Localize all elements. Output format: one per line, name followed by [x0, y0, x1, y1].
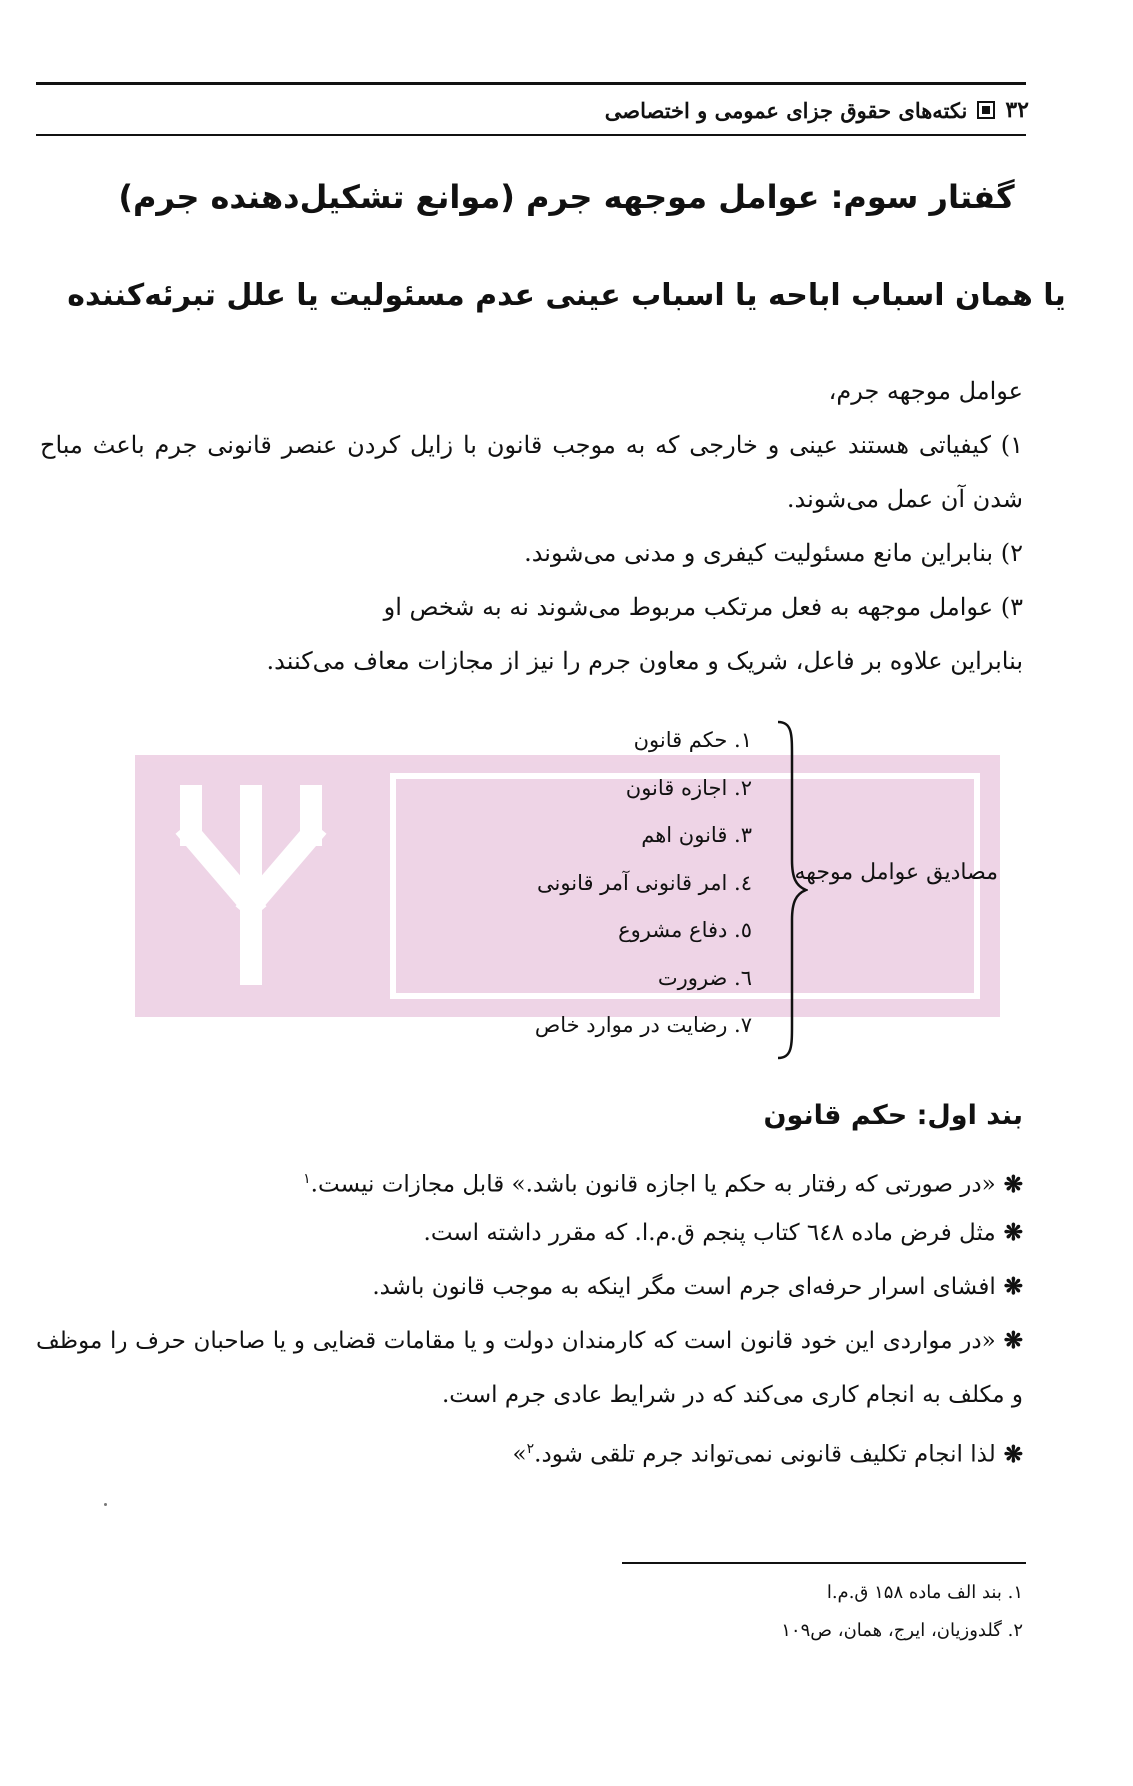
bullet-star-icon: ❋ — [1003, 1440, 1023, 1468]
bullet-item-4 — [36, 1314, 1023, 1422]
brace-label: مصادیق عوامل موجهه — [794, 860, 998, 885]
page-number: ۳۲ — [1005, 97, 1029, 123]
bullet-item-5 — [36, 1422, 1023, 1482]
closing-quote: » — [512, 1441, 527, 1468]
square-bullet-icon — [977, 101, 995, 119]
list-item: ۷. رضایت در موارد خاص — [534, 1013, 752, 1037]
footnote-ref: ۲ — [526, 1441, 535, 1457]
bullet-star-icon: ❋ — [1003, 1219, 1023, 1246]
list-item: ۱. حکم قانون — [633, 728, 752, 752]
bullet-text: لذا انجام تکلیف قانونی نمی‌تواند جرم تلقی شود. — [534, 1441, 996, 1468]
list-item: ۳. قانون اهم — [641, 823, 752, 847]
bullet-star-icon: ❋ — [1003, 1327, 1023, 1354]
list-item: ٦. ضرورت — [657, 965, 752, 990]
scan-speck — [104, 1503, 107, 1506]
bullet-item-1 — [36, 1152, 1023, 1212]
justification-cases — [68, 720, 998, 1060]
intro-point-2: ۲) بنابراین مانع مسئولیت کیفری و مدنی می‌شوند. — [524, 539, 1023, 567]
curly-brace-icon — [774, 720, 808, 1060]
section-title: بند اول: حکم قانون — [763, 1100, 1023, 1131]
footnote-2: ۲. گلدوزیان، ایرج، همان، ص۱۰۹ — [781, 1620, 1023, 1641]
bullet-item-3 — [36, 1260, 1023, 1314]
cases-list — [535, 720, 752, 1053]
chapter-heading: گفتار سوم: عوامل موجهه جرم (موانع تشکیل‌دهنده جرم) — [118, 178, 1015, 216]
bullet-text: «در صورتی که رفتار به حکم یا اجازه قانون باشد.» قابل مجازات نیست. — [310, 1171, 996, 1198]
book-title: نکته‌های حقوق جزای عمومی و اختصاصی — [604, 97, 968, 123]
bullet-text: افشای اسرار حرفه‌ای جرم است مگر اینکه به موجب قانون باشد. — [372, 1274, 996, 1300]
intro-point-3: ۳) عوامل موجهه به فعل مرتکب مربوط می‌شوند نه به شخص او — [383, 593, 1023, 621]
list-item: ۲. اجازه قانون — [625, 775, 752, 800]
header-bottom-rule — [36, 134, 1026, 136]
bullet-star-icon: ❋ — [1003, 1273, 1023, 1300]
header-top-rule — [36, 82, 1026, 85]
intro-point-1: ۱) کیفیاتی هستند عینی و خارجی که به موجب قانون با زایل کردن عنصر قانونی جرم باعث مباح شدن آن عمل می‌شوند. — [40, 431, 1023, 513]
bullet-text: «در مواردی این خود قانون است که کارمندان دولت و یا مقامات قضایی و یا صاحبان حرف را موظف و مکلف به انجام کاری می‌کند که در شرایط عادی جرم است. — [36, 1328, 1023, 1408]
bullet-star-icon: ❋ — [1003, 1170, 1023, 1198]
list-item: ٤. امر قانونی آمر قانونی — [537, 870, 752, 895]
list-item: ٥. دفاع مشروع — [618, 918, 752, 942]
footnote-rule — [622, 1562, 1026, 1564]
bullet-text: مثل فرض ماده ٦٤٨ کتاب پنجم ق.م.ا. که مقرر داشته است. — [423, 1220, 996, 1246]
bullet-item-2 — [36, 1206, 1023, 1260]
footnote-1: ۱. بند الف ماده ۱۵۸ ق.م.ا — [826, 1582, 1023, 1603]
footnote-ref: ۱ — [303, 1171, 311, 1187]
chapter-subheading: یا همان اسباب اباحه یا اسباب عینی عدم مسئولیت یا علل تبرئه‌کننده — [67, 278, 1066, 313]
running-header — [200, 94, 1029, 126]
intro-line: عوامل موجهه جرم، — [828, 377, 1023, 405]
intro-point-4: بنابراین علاوه بر فاعل، شریک و معاون جرم را نیز از مجازات معاف می‌کنند. — [266, 647, 1023, 675]
